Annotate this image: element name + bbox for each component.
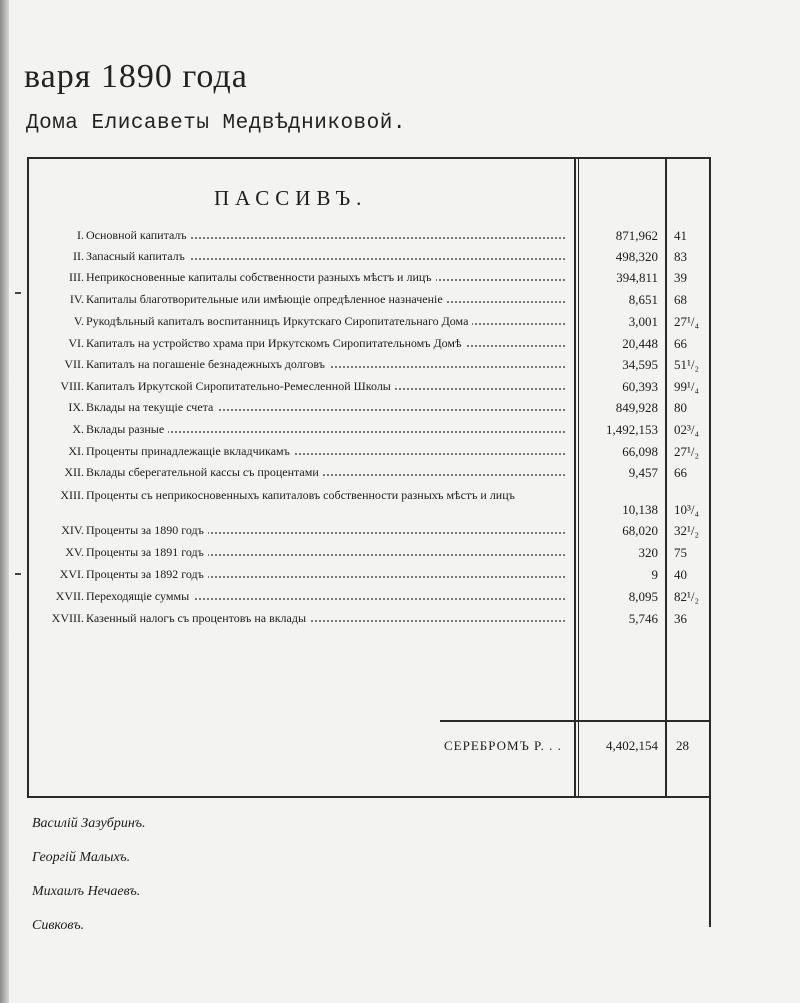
margin-tick bbox=[15, 573, 21, 575]
row-amount: 60,393 bbox=[622, 379, 658, 394]
row-kop: 36 bbox=[674, 611, 687, 626]
margin-tick bbox=[15, 292, 21, 294]
ledger-row bbox=[0, 377, 800, 397]
row-amount: 10,138 bbox=[622, 502, 658, 517]
row-kop: 27¹/₄ bbox=[674, 314, 700, 329]
row-kop: 80 bbox=[674, 400, 687, 415]
row-number: XV. bbox=[65, 545, 84, 559]
ledger-row bbox=[0, 486, 800, 526]
row-label: Рукодѣльный капиталъ воспитанницъ Иркутскаго Сиропитательнаго Дома bbox=[86, 314, 571, 329]
row-label: Проценты за 1890 годъ bbox=[86, 523, 571, 538]
row-amount: 498,320 bbox=[615, 249, 658, 264]
row-amount: 320 bbox=[638, 545, 658, 560]
row-number: III. bbox=[69, 270, 84, 284]
ledger-row bbox=[0, 521, 800, 541]
ledger-row bbox=[0, 420, 800, 440]
ledger-row bbox=[0, 312, 800, 332]
row-label: Вклады сберегательной кассы съ процентами bbox=[86, 465, 571, 480]
ledger-row bbox=[0, 268, 800, 288]
signature-2: Георгій Малыхъ. bbox=[32, 850, 131, 865]
row-amount: 871,962 bbox=[615, 228, 658, 243]
row-label: Вклады на текущіе счета bbox=[86, 400, 571, 415]
row-label: Капиталы благотворительные или имѣющіе опредѣленное назначеніе bbox=[86, 292, 571, 307]
row-amount: 68,020 bbox=[622, 523, 658, 538]
ledger-row bbox=[0, 587, 800, 607]
row-label: Проценты за 1892 годъ bbox=[86, 567, 571, 582]
row-kop: 39 bbox=[674, 270, 687, 285]
row-number: VIII. bbox=[60, 379, 84, 393]
row-label: Проценты за 1891 годъ bbox=[86, 545, 571, 560]
row-number: XII. bbox=[64, 465, 84, 479]
signature-4: Сивковъ. bbox=[32, 918, 85, 933]
row-label: Вклады разные bbox=[86, 422, 571, 437]
total-kop: 28 bbox=[676, 738, 689, 753]
ledger-row bbox=[0, 290, 800, 310]
ledger-row bbox=[0, 334, 800, 354]
row-number: VII. bbox=[64, 357, 84, 371]
section-title: ПАССИВЪ. bbox=[214, 186, 368, 210]
row-kop: 32¹/₂ bbox=[674, 523, 700, 538]
ledger-row bbox=[0, 463, 800, 483]
ledger-row bbox=[0, 543, 800, 563]
total-label: СЕРЕБРОМЪ Р. . . bbox=[444, 738, 562, 753]
row-label: Проценты съ неприкосновенныхъ капиталовъ собственности разныхъ мѣстъ и лицъ bbox=[86, 488, 515, 502]
row-number: XVI. bbox=[59, 567, 84, 581]
row-kop: 68 bbox=[674, 292, 687, 307]
row-number: II. bbox=[73, 249, 84, 263]
row-number: VI. bbox=[68, 336, 84, 350]
row-label: Основной капиталъ bbox=[86, 228, 571, 243]
row-kop: 27¹/₂ bbox=[674, 444, 700, 459]
row-amount: 394,811 bbox=[616, 270, 658, 285]
row-number: XI. bbox=[68, 444, 84, 458]
row-amount: 5,746 bbox=[628, 611, 658, 626]
row-label: Капиталъ на устройство храма при Иркутскомъ Сиропитательномъ Домѣ bbox=[86, 336, 571, 351]
signature-1: Василій Зазубринъ. bbox=[32, 816, 146, 831]
header-title: Дома Елисаветы Медвѣдниковой. bbox=[26, 112, 406, 135]
ledger-row bbox=[0, 247, 800, 267]
row-kop: 66 bbox=[674, 465, 687, 480]
signature-3: Михаилъ Нечаевъ. bbox=[32, 884, 141, 899]
ledger-row bbox=[0, 565, 800, 585]
row-kop: 83 bbox=[674, 249, 687, 264]
row-kop: 02³/₄ bbox=[674, 422, 700, 437]
row-amount: 8,095 bbox=[628, 589, 658, 604]
row-label: Переходящіе суммы bbox=[86, 589, 571, 604]
row-kop: 99¹/₄ bbox=[674, 379, 700, 394]
row-amount: 9 bbox=[651, 567, 658, 582]
row-label: Капиталъ Иркутской Сиропитательно-Ремесленной Школы bbox=[86, 379, 571, 394]
row-amount: 20,448 bbox=[622, 336, 658, 351]
row-amount: 1,492,153 bbox=[606, 422, 658, 437]
row-kop: 40 bbox=[674, 567, 687, 582]
total-rule bbox=[440, 720, 710, 722]
row-amount: 34,595 bbox=[622, 357, 658, 372]
row-amount: 3,001 bbox=[628, 314, 658, 329]
row-kop: 75 bbox=[674, 545, 687, 560]
row-amount: 9,457 bbox=[628, 465, 658, 480]
ledger-row bbox=[0, 398, 800, 418]
row-number: IV. bbox=[69, 292, 84, 306]
row-kop: 66 bbox=[674, 336, 687, 351]
row-number: IX. bbox=[68, 400, 84, 414]
header-year: варя 1890 года bbox=[24, 58, 248, 95]
row-amount: 849,928 bbox=[615, 400, 658, 415]
row-label: Неприкосновенные капиталы собственности разныхъ мѣстъ и лицъ bbox=[86, 270, 571, 285]
row-label: Казенный налогъ съ процентовъ на вклады bbox=[86, 611, 571, 626]
row-number: V. bbox=[73, 314, 84, 328]
row-label: Запасный капиталъ bbox=[86, 249, 571, 264]
row-kop: 41 bbox=[674, 228, 687, 243]
row-number: XIII. bbox=[60, 488, 84, 502]
ledger-row bbox=[0, 609, 800, 629]
row-label: Капиталъ на погашеніе безнадежныхъ долговъ bbox=[86, 357, 571, 372]
ledger-row bbox=[0, 442, 800, 462]
row-label: Проценты принадлежащіе вкладчикамъ bbox=[86, 444, 571, 459]
ledger-row bbox=[0, 355, 800, 375]
frame-top bbox=[27, 157, 710, 159]
row-number: XVII. bbox=[55, 589, 84, 603]
row-amount: 8,651 bbox=[628, 292, 658, 307]
row-number: XVIII. bbox=[51, 611, 84, 625]
total-amount: 4,402,154 bbox=[606, 738, 658, 753]
frame-bottom bbox=[27, 796, 710, 798]
row-number: I. bbox=[77, 228, 84, 242]
row-kop: 10³/₄ bbox=[674, 502, 700, 517]
row-number: X. bbox=[72, 422, 84, 436]
row-number: XIV. bbox=[61, 523, 84, 537]
row-amount: 66,098 bbox=[622, 444, 658, 459]
ledger-row bbox=[0, 226, 800, 246]
row-kop: 51¹/₂ bbox=[674, 357, 700, 372]
row-kop: 82¹/₂ bbox=[674, 589, 700, 604]
